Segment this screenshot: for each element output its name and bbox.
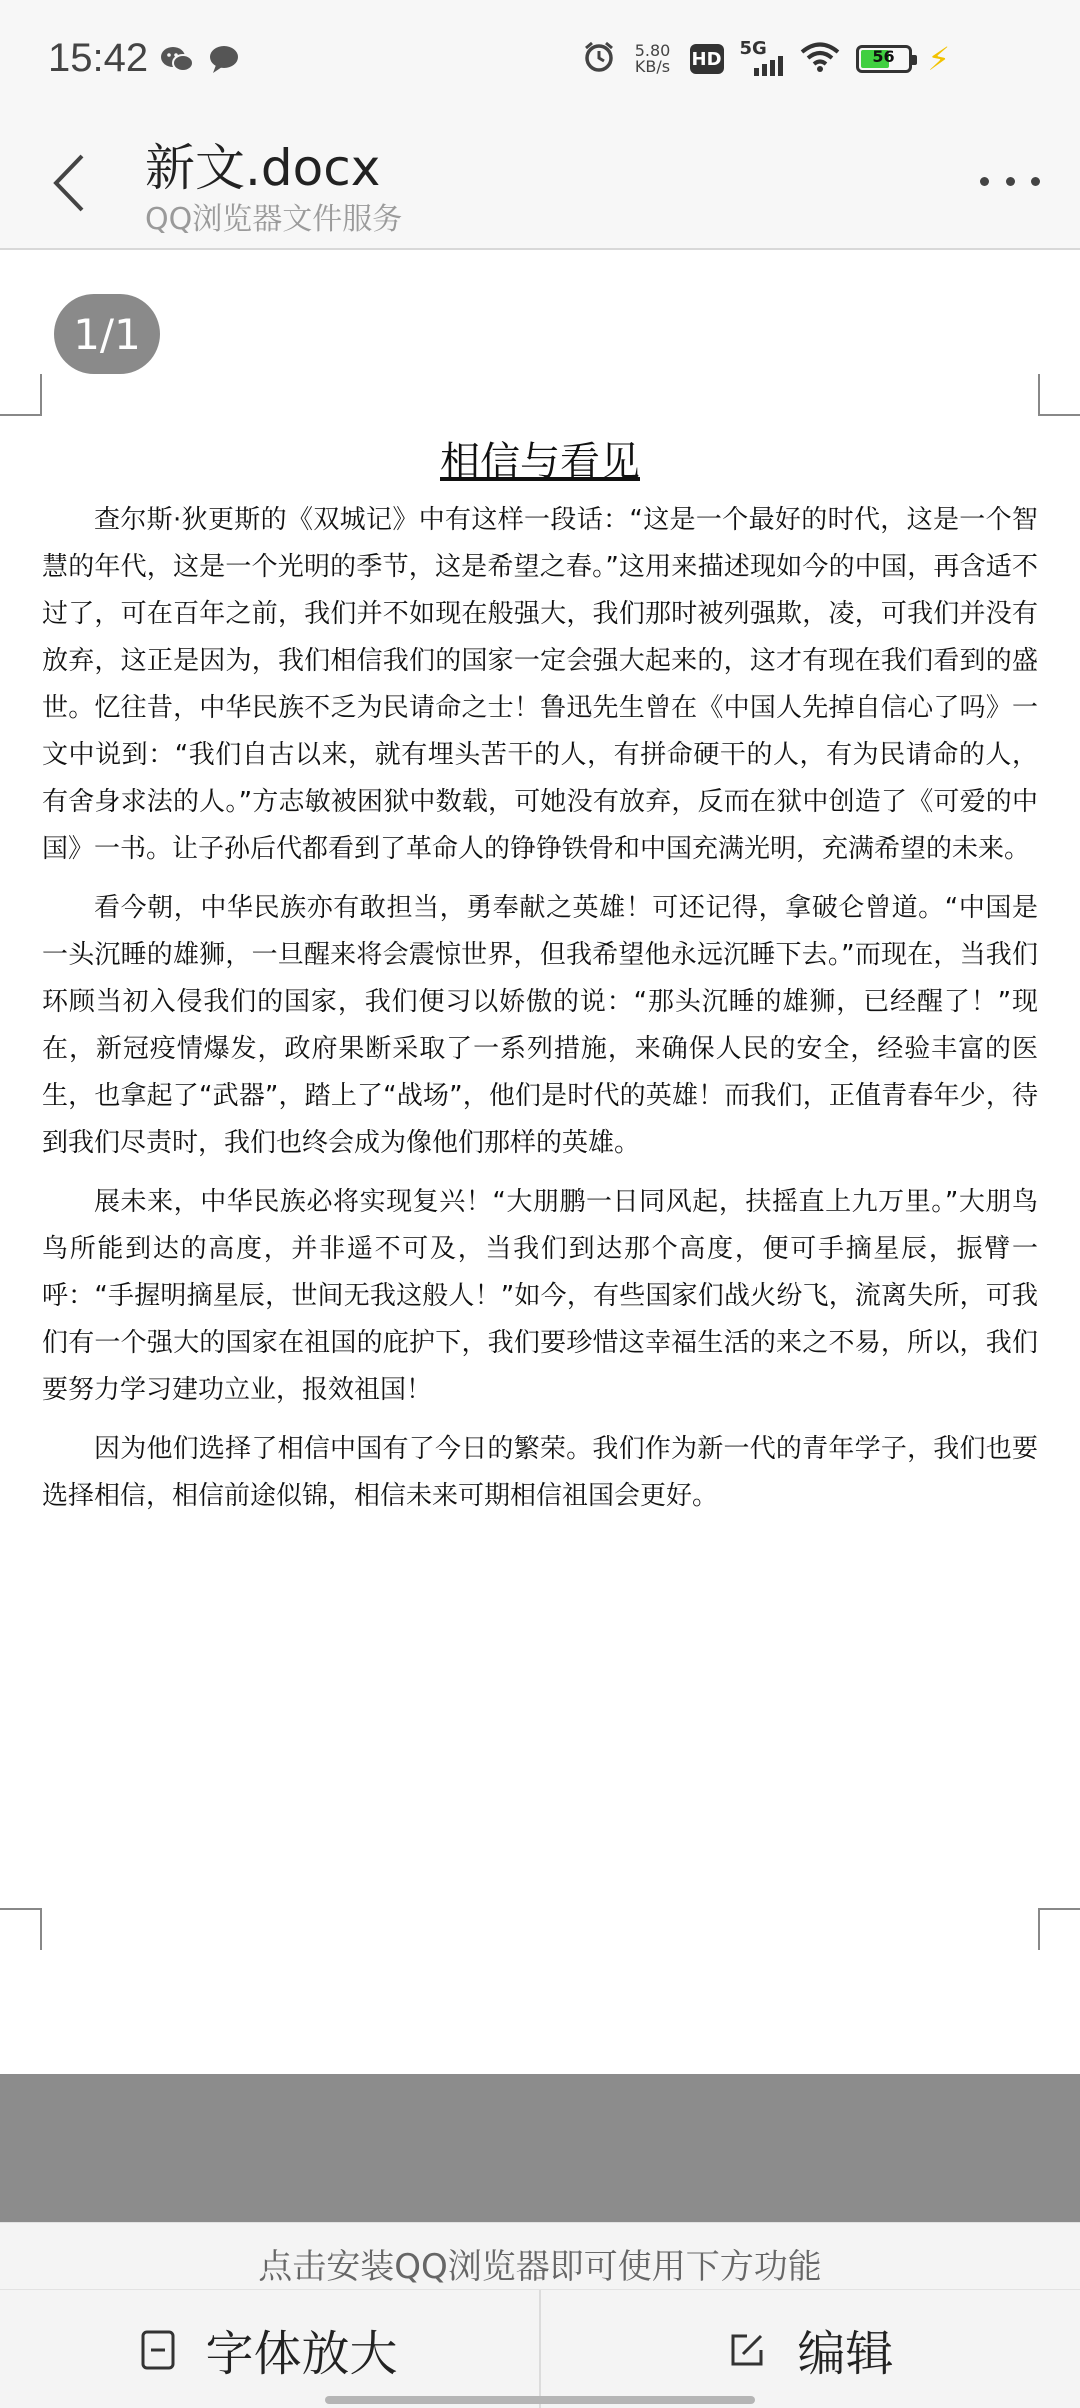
app-header [0, 110, 1080, 250]
bottom-toolbar [0, 2222, 1080, 2408]
net-speed [632, 43, 674, 75]
enlarge-font-label: 字体放大 [205, 2326, 398, 2382]
hd-icon: HD [690, 44, 724, 74]
more-options-button[interactable] [980, 166, 1040, 196]
document-title: 新文.docx [145, 139, 381, 197]
document-body [42, 430, 1038, 1532]
page-background-band [0, 2074, 1080, 2222]
enlarge-font-button[interactable] [0, 2290, 539, 2408]
page-corner-mark [1038, 374, 1080, 416]
edit-label: 编辑 [797, 2326, 894, 2382]
paragraph: 看今朝，中华民族亦有敢担当，勇奉献之英雄！可还记得，拿破仑曾道。“中国是一头沉睡的雄狮，一旦醒来将会震惊世界，但我希望他永远沉睡下去。”而现在，当我们环顾当初入侵我们的国家，我们便习以娇傲的说：“那头沉睡的雄狮，已经醒了！”现在，新冠疫情爆发，政府果断采取了一系列措施，来确保人民的安全，经验丰富的医生，也拿起了“武器”，踏上了“战场”，他们是时代的英雄！而我们，正值青春年少，待到我们尽责时，我们也终会成为像他们那样的英雄。 [42, 893, 1038, 1158]
edit-icon [727, 2330, 767, 2370]
paragraph: 因为他们选择了相信中国有了今日的繁荣。我们作为新一代的青年学子，我们也要选择相信，相信前途似锦，相信未来可期相信祖国会更好。 [42, 1434, 1038, 1511]
page-corner-mark [1038, 1908, 1080, 1950]
message-icon [208, 44, 240, 78]
page-corner-mark [0, 374, 42, 416]
page-indicator: 1/1 [54, 294, 160, 374]
document-viewer[interactable] [0, 252, 1080, 2074]
install-notice[interactable]: 点击安装QQ浏览器即可使用下方功能 [258, 2247, 822, 2287]
battery-level: 56 [872, 47, 895, 66]
more-dot-icon [1031, 177, 1040, 186]
alarm-icon [582, 40, 616, 78]
system-icons [582, 40, 950, 78]
edit-button[interactable] [539, 2290, 1080, 2408]
home-indicator[interactable] [325, 2396, 755, 2404]
net-speed-unit: KB/s [634, 57, 671, 76]
article-title: 相信与看见 [440, 439, 640, 485]
page-corner-mark [0, 1908, 42, 1950]
charging-icon: ⚡ [927, 40, 950, 78]
signal-icon [739, 38, 784, 76]
back-button[interactable] [40, 148, 100, 218]
more-dot-icon [1006, 177, 1015, 186]
font-size-icon [141, 2330, 175, 2370]
paragraph: 查尔斯·狄更斯的《双城记》中有这样一段话：“这是一个最好的时代，这是一个智慧的年代，这是一个光明的季节，这是希望之春。”这用来描述现如今的中国，再含适不过了，可在百年之前，我们并不如现在般强大，我们那时被列强欺，凌，可我们并没有放弃，这正是因为，我们相信我们的国家一定会强大起来的，这才有现在我们看到的盛世。忆往昔，中华民族不乏为民请命之士！鲁迅先生曾在《中国人先掉自信心了吗》一文中说到：“我们自古以来，就有埋头苦干的人，有拼命硬干的人，有为民请命的人，有舍身求法的人。”方志敏被困狱中数载，可她没有放弃，反而在狱中创造了《可爱的中国》一书。让子孙后代都看到了革命人的铮铮铁骨和中国充满光明，充满希望的未来。 [42, 505, 1038, 864]
tool-row [0, 2289, 1080, 2408]
battery-icon [856, 45, 912, 73]
wifi-icon [800, 41, 840, 77]
network-label: 5G [739, 38, 767, 59]
net-speed-value: 5.80 [634, 41, 671, 60]
paragraph: 展未来，中华民族必将实现复兴！“大朋鹏一日同风起，扶摇直上九万里。”大朋鸟鸟所能到达的高度，并非遥不可及，当我们到达那个高度，便可手摘星辰，振臂一呼：“手握明摘星辰，世间无我这般人！”如今，有些国家们战火纷飞，流离失所，可我们有一个强大的国家在祖国的庇护下，我们要珍惜这幸福生活的来之不易，所以，我们要努力学习建功立业，报效祖国！ [42, 1187, 1038, 1405]
wechat-icon [160, 44, 194, 78]
more-dot-icon [980, 177, 989, 186]
notification-icons [160, 44, 240, 78]
status-time: 15:42 [48, 36, 149, 80]
document-subtitle: QQ浏览器文件服务 [145, 202, 403, 237]
chevron-left-icon [40, 148, 100, 218]
status-bar [0, 0, 1080, 110]
